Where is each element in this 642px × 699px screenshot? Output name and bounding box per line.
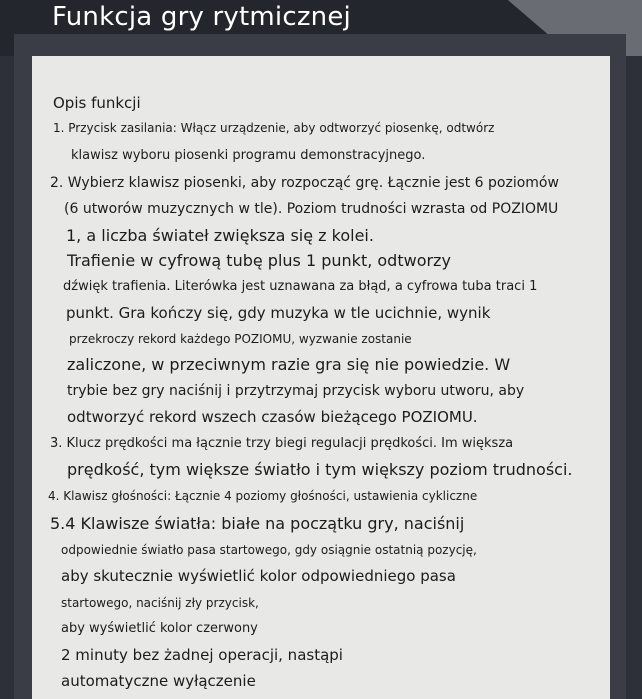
text-line-20: aby wyświetlić kolor czerwony	[61, 621, 258, 636]
text-line-4: (6 utworów muzycznych w tle). Poziom trudności wzrasta od POZIOMU	[64, 201, 559, 217]
text-line-1: 1. Przycisk zasilania: Włącz urządzenie, aby odtworzyć piosenkę, odtwórz	[53, 121, 495, 135]
text-line-12: odtworzyć rekord wszech czasów bieżącego POZIOMU.	[67, 408, 478, 426]
text-line-9: przekroczy rekord każdego POZIOMU, wyzwanie zostanie	[69, 332, 412, 346]
text-line-14: prędkość, tym większe światło i tym większy poziom trudności.	[67, 460, 573, 479]
text-line-13: 3. Klucz prędkości ma łącznie trzy biegi regulacji prędkości. Im większa	[50, 436, 514, 451]
page-title: Funkcja gry rytmicznej	[52, 2, 351, 32]
text-line-3: 2. Wybierz klawisz piosenki, aby rozpocząć grę. Łącznie jest 6 poziomów	[50, 175, 559, 191]
text-line-6: Trafienie w cyfrową tubę plus 1 punkt, odtworzy	[67, 251, 451, 270]
text-line-16: 5.4 Klawisze światła: białe na początku gry, naciśnij	[50, 514, 465, 533]
text-line-17: odpowiednie światło pasa startowego, gdy osiągnie ostatnią pozycję,	[61, 543, 477, 557]
text-line-22: automatyczne wyłączenie	[61, 672, 256, 690]
text-line-21: 2 minuty bez żadnej operacji, nastąpi	[61, 646, 343, 664]
text-line-8: punkt. Gra kończy się, gdy muzyka w tle ucichnie, wynik	[66, 304, 491, 322]
text-line-19: startowego, naciśnij zły przycisk,	[61, 596, 259, 610]
text-line-15: 4. Klawisz głośności: Łącznie 4 poziomy głośności, ustawienia cykliczne	[48, 489, 478, 503]
section-heading: Opis funkcji	[53, 94, 141, 112]
text-line-5: 1, a liczba świateł zwiększa się z kolei.	[66, 226, 374, 245]
text-line-18: aby skutecznie wyświetlić kolor odpowiedniego pasa	[61, 567, 456, 585]
text-line-7: dźwięk trafienia. Literówka jest uznawana za błąd, a cyfrowa tuba traci 1	[63, 279, 538, 294]
text-line-2: klawisz wyboru piosenki programu demonstracyjnego.	[71, 148, 426, 163]
text-line-10: zaliczone, w przeciwnym razie gra się nie powiedzie. W	[67, 355, 511, 374]
text-line-11: trybie bez gry naciśnij i przytrzymaj przycisk wyboru utworu, aby	[67, 383, 525, 399]
